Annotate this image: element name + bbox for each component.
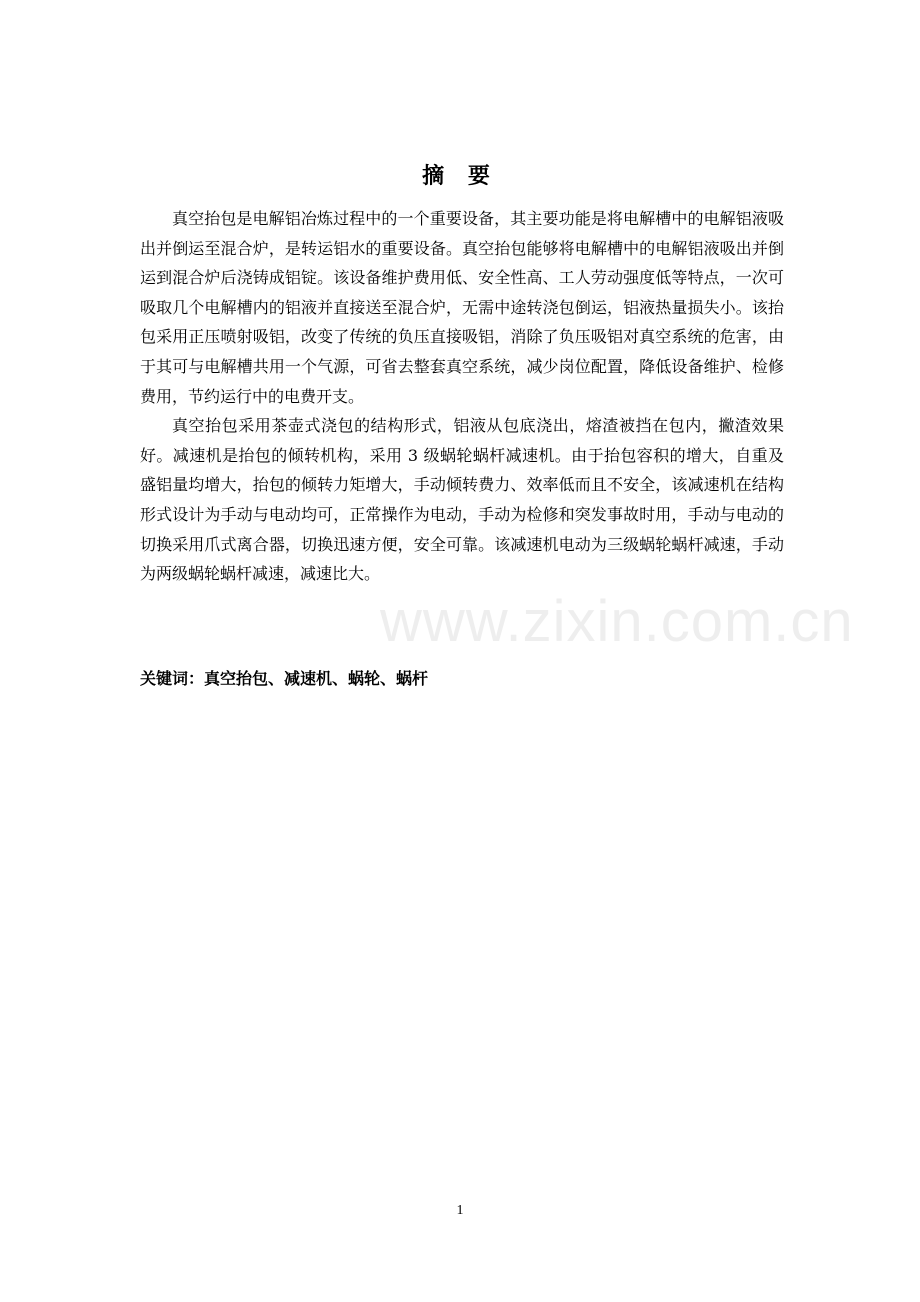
page-number: 1 [456, 1203, 464, 1218]
watermark-text: www.zixin.com.cn [380, 589, 854, 654]
page-title: 摘 要 [422, 164, 498, 189]
abstract-paragraph-1: 真空抬包是电解铝冶炼过程中的一个重要设备，其主要功能是将电解槽中的电解铝液吸出并倒运至混合炉，是转运铝水的重要设备。真空抬包能够将电解槽中的电解铝液吸出并倒运到混合炉后浇铸成铝锭。该设备维护费用低、安全性高、工人劳动强度低等特点，一次可吸取几个电解槽内的铝液并直接送至混合炉，无需中途转浇包倒运，铝液热量损失小。该抬包采用正压喷射吸铝，改变了传统的负压直接吸铝，消除了负压吸铝对真空系统的危害，由于其可与电解槽共用一个气源，可省去整套真空系统，减少岗位配置，降低设备维护、检修费用，节约运行中的电费开支。 [140, 209, 784, 406]
keywords-line: 关键词：真空抬包、减速机、蜗轮、蜗杆 [140, 669, 429, 688]
abstract-paragraph-2: 真空抬包采用茶壶式浇包的结构形式，铝液从包底浇出，熔渣被挡在包内，撇渣效果好。减速机是抬包的倾转机构，采用 3 级蜗轮蜗杆减速机。由于抬包容积的增大，自重及盛铝量均增大，抬包的倾转力矩增大，手动倾转费力、效率低而且不安全，该减速机在结构形式设计为手动与电动均可，正常操作为电动，手动为检修和突发事故时用，手动与电动的切换采用爪式离合器，切换迅速方便，安全可靠。该减速机电动为三级蜗轮蜗杆减速，手动为两级蜗轮蜗杆减速，减速比大。 [140, 416, 784, 584]
abstract-body [140, 204, 784, 589]
